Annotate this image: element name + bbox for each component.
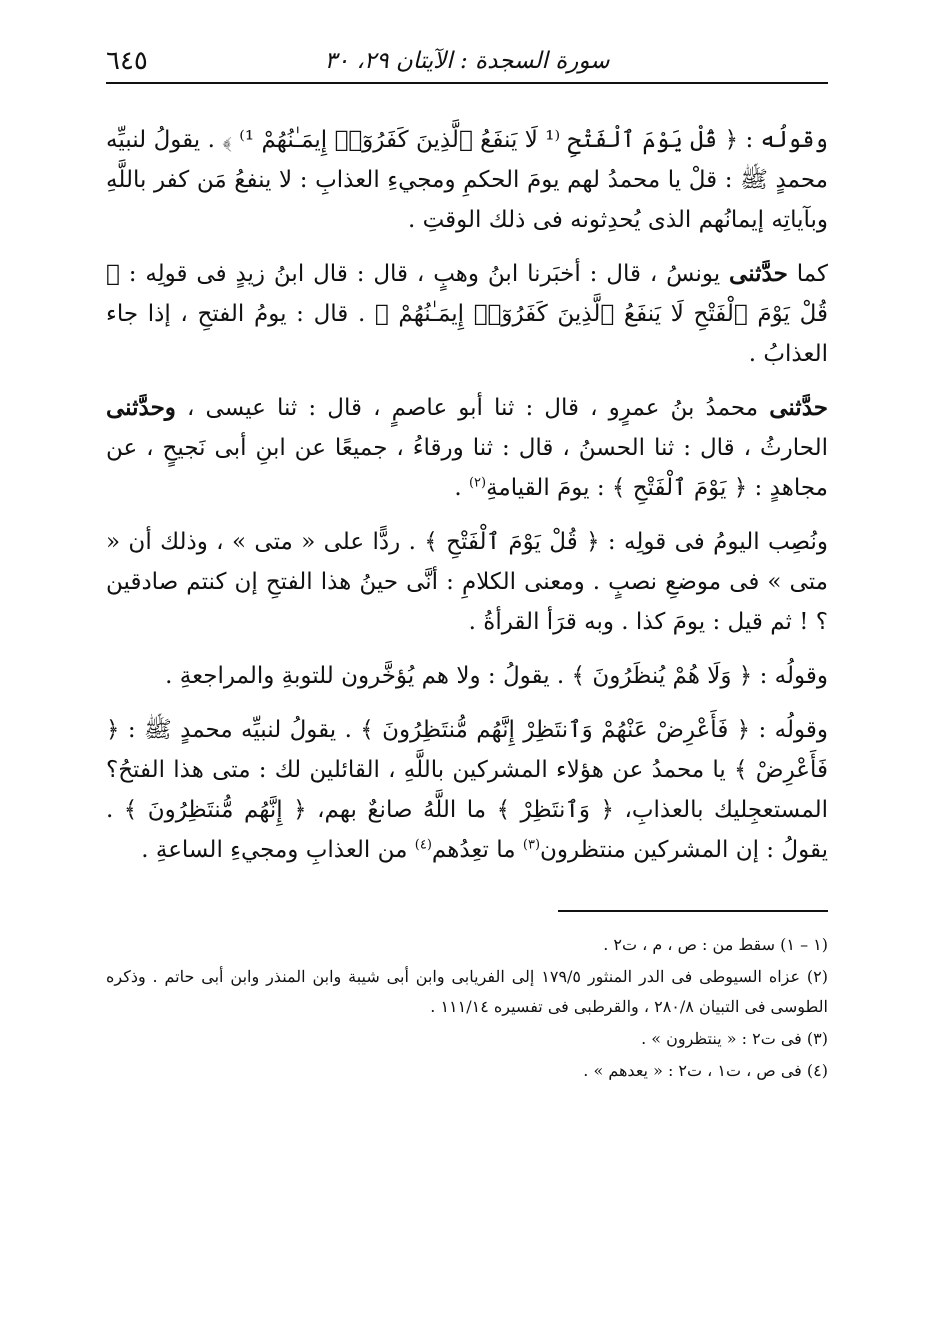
paragraph [106,388,828,508]
text-run: وقولُه : [752,663,828,689]
quran-verse: ﴿ قُلْ يَوْمَ ٱلْفَتْحِ ⁽¹ لَا يَنفَعُ ٱلَّذِينَ كَفَرُوٓا۟ إِيمَـٰنُهُمْ ¹⁾ ﴾ [222,127,739,153]
footnote-ref: (٢) [468,475,487,491]
text-run: ما تعِدُهم [431,837,523,863]
text-run: وقولُه : [750,717,828,743]
text-run: يونسُ ، قال : أخبَرنا ابنُ وهبٍ ، قال : قال ابنُ زيدٍ فى قولِه : [119,261,730,287]
text-run: ونُصِب اليومُ فى قولِه : [599,529,829,555]
quran-verse: ﴿ وَلَا هُمْ يُنظَرُونَ ﴾ [571,663,753,689]
footnote-ref: (٣) [522,837,541,853]
text-run: . يقولُ : إن المشركين منتظرون [106,797,828,863]
paragraph [106,656,828,696]
text-run: ما اللَّهُ صانعٌ بهم، [306,797,497,823]
text-run: من العذابِ ومجيءِ الساعةِ . [141,837,415,863]
paragraph [106,254,828,374]
footnote: (٤) فى ص ، ت١ ، ت٢ : « يعدهم » . [583,1061,828,1080]
paragraph [106,710,828,870]
quran-verse: ﴿ إِنَّهُم مُّنتَظِرُونَ ﴾ [123,797,307,823]
text-run: يا محمدُ عن هؤلاء المشركين باللَّهِ ، القائلين لك : متى هذا الفتحُ؟المستعجِليك بالعذابِ، [106,757,829,823]
page-header [106,40,828,84]
footnote-divider [558,910,828,912]
text-run: كما [787,261,828,287]
quran-verse: ﴿ وَٱنتَظِرْ ﴾ [496,797,614,823]
isnad-keyword: حدَّثنى [729,260,788,287]
footnote: (٣) فى ت٢ : « ينتظرون » . [641,1029,828,1048]
quran-verse: ﴿ فَأَعْرِضْ ﴾ [106,717,828,783]
text-run: الحارثُ ، قال : ثنا الحسنُ ، قال : ثنا ورقاءُ ، جميعًا عن ابنِ أبى نَجيحٍ ، عن مجاهدٍ : [106,435,828,501]
isnad-keyword: حدَّثنى [769,394,828,421]
paragraph [106,522,828,642]
text-run: . [454,475,469,501]
paragraph [106,120,828,240]
text-run: : يومَ القيامةِ [486,475,612,501]
text-run: . يقولُ : ولا هم يُؤخَّرون للتوبةِ والمراجعةِ . [165,663,572,689]
text-run: . ردًّا على « متى » ، وذلك أن « متى » فى موضعِ نصبٍ . ومعنى الكلامِ : أنَّى حينُ هذا الفتحِ إن كنتم صادقين ؟ ! ثم قيل : يومَ كذا . وبه قرَأ القرأةُ . [106,529,828,635]
quran-verse: ﴿ يَوْمَ ٱلْفَتْحِ ﴾ [611,475,748,501]
footnote: (١ – ١) سقط من : ص ، م ، ت٢ . [603,935,828,954]
quran-verse: ﴿ قُلْ يَوْمَ ٱلْفَتْحِ ﴾ [424,529,600,555]
text-run: وقولُه : [738,127,828,153]
text-run: . يقولُ لنبيِّه محمدٍ ﷺ : [119,717,361,743]
isnad-keyword: وحدَّثنى [106,394,176,421]
book-page [106,40,828,1088]
page-number: ٦٤٥ [106,46,148,76]
text-run: . قال : يومُ الفتحِ ، إذا جاء العذابُ . [106,301,828,367]
footnote-ref: (٤) [414,837,432,853]
main-text [106,120,828,870]
quran-verse: ﴿ قُلْ يَوْمَ ٱلْفَتْحِ لَا يَنفَعُ ٱلَّذِينَ كَفَرُوٓا۟ إِيمَـٰنُهُمْ ﴾ [106,261,828,327]
running-title: سورة السجدة : الآيتان ٢٩، ٣٠ [324,48,610,74]
text-run: . يقولُ لنبيِّه محمدٍ ﷺ : قلْ يا محمدُ لهم يومَ الحكمِ ومجيءِ العذابِ : لا ينفعُ مَن كفر باللَّهِ وبآياتِه إيمانُهم الذى يُحدِثونه فى ذلك الوقتِ . [106,127,828,233]
footnote: (٢) عزاه السيوطى فى الدر المنثور ١٧٩/٥ إلى الفريابى وابن أبى شيبة وابن المنذر وابن أبى حاتم . وذكره الطوسى فى التبيان ٢٨٠/٨ ، والقرطبى فى تفسيره ١١١/١٤ . [106,967,828,1016]
quran-verse: ﴿ فَأَعْرِضْ عَنْهُمْ وَٱنتَظِرْ إِنَّهُم مُّنتَظِرُونَ ﴾ [360,717,751,743]
text-run: محمدُ بنُ عمرٍو ، قال : ثنا أبو عاصمٍ ، قال : ثنا عيسى ، [175,395,770,421]
footnotes [106,930,828,1086]
